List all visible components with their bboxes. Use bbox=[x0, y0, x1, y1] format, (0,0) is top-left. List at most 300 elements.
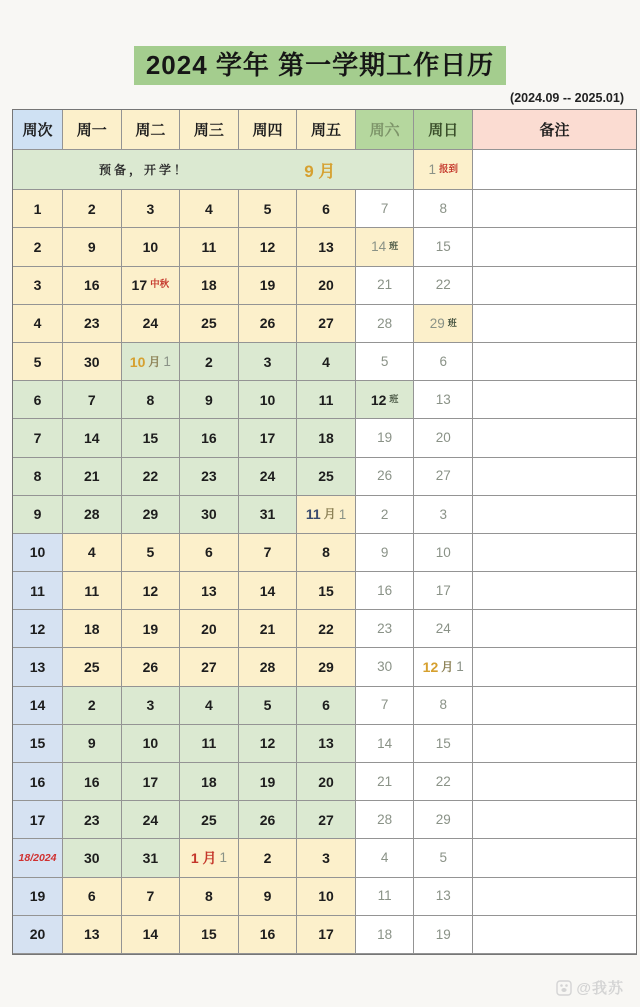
day-cell bbox=[63, 496, 122, 534]
day-text: 23 bbox=[377, 621, 393, 637]
day-cell bbox=[356, 763, 415, 801]
day-text: 3 bbox=[146, 200, 155, 217]
day-text: 15 bbox=[435, 735, 451, 751]
day-text: 27 bbox=[201, 659, 217, 676]
day-cell bbox=[63, 228, 122, 266]
day-cell bbox=[122, 725, 181, 763]
day-text: 班 bbox=[389, 394, 399, 405]
day-text: 7 bbox=[146, 888, 155, 905]
note-cell bbox=[473, 763, 636, 801]
day-text: 17 bbox=[142, 773, 159, 790]
day-cell bbox=[122, 190, 181, 228]
day-cell bbox=[414, 267, 473, 305]
day-text: 4 bbox=[205, 200, 213, 217]
day-cell bbox=[414, 381, 473, 419]
day-text: 14 bbox=[83, 429, 100, 446]
day-text: 8 bbox=[322, 544, 330, 561]
day-text: 7 bbox=[380, 697, 389, 713]
day-cell bbox=[180, 190, 239, 228]
day-cell bbox=[180, 878, 239, 916]
month-label-september: 9 月 bbox=[304, 162, 336, 182]
report-day-cell bbox=[414, 150, 473, 190]
day-text: 7 bbox=[263, 544, 272, 561]
day-text: 2 bbox=[205, 353, 213, 370]
week-number-cell bbox=[13, 801, 63, 839]
day-cell bbox=[297, 534, 356, 572]
day-cell bbox=[356, 343, 415, 381]
day-text: 30 bbox=[83, 849, 100, 866]
note-cell bbox=[473, 648, 636, 686]
day-text: 26 bbox=[259, 315, 276, 332]
day-text: 13 bbox=[83, 926, 100, 943]
day-text: 2 bbox=[87, 200, 96, 217]
day-cell bbox=[414, 190, 473, 228]
day-cell bbox=[63, 572, 122, 610]
day-text: 12 bbox=[259, 238, 276, 255]
day-cell bbox=[239, 610, 298, 648]
day-text: 19 bbox=[435, 926, 451, 942]
day-text: 1 bbox=[456, 659, 464, 675]
day-text: 8 bbox=[439, 697, 447, 713]
day-text: 28 bbox=[83, 506, 100, 523]
day-cell bbox=[297, 648, 356, 686]
day-text: 25 bbox=[318, 468, 334, 485]
header-sunday: 周日 bbox=[414, 110, 473, 150]
day-cell bbox=[239, 458, 298, 496]
day-cell bbox=[356, 228, 415, 266]
week-number: 15 bbox=[29, 735, 46, 752]
day-text: 12 bbox=[142, 582, 159, 599]
day-cell bbox=[356, 839, 415, 877]
day-text: 12 bbox=[259, 735, 276, 752]
note-cell bbox=[473, 572, 636, 610]
week-row bbox=[13, 763, 636, 801]
day-cell bbox=[414, 610, 473, 648]
day-cell bbox=[356, 190, 415, 228]
day-text: 3 bbox=[263, 353, 272, 370]
day-text: 30 bbox=[83, 353, 100, 370]
note-cell bbox=[473, 496, 636, 534]
day-text: 20 bbox=[318, 773, 334, 790]
day-text: 10 bbox=[129, 353, 146, 370]
week-number-cell bbox=[13, 190, 63, 228]
week-number-cell bbox=[13, 496, 63, 534]
note-cell bbox=[473, 305, 636, 343]
day-text: 5 bbox=[263, 697, 272, 714]
page-title: 2024 学年 第一学期工作日历 bbox=[134, 46, 506, 85]
day-text: 14 bbox=[259, 582, 276, 599]
week-row bbox=[13, 458, 636, 496]
week-number: 9 bbox=[33, 506, 42, 523]
calendar-table bbox=[12, 109, 637, 955]
day-cell bbox=[414, 343, 473, 381]
day-text: 16 bbox=[83, 277, 100, 294]
day-cell bbox=[297, 610, 356, 648]
day-cell bbox=[297, 343, 356, 381]
day-text: 3 bbox=[439, 506, 447, 522]
day-text: 31 bbox=[259, 506, 276, 523]
day-cell bbox=[239, 305, 298, 343]
week-number-cell bbox=[13, 916, 63, 954]
week-row bbox=[13, 419, 636, 457]
day-cell bbox=[414, 763, 473, 801]
day-text: 30 bbox=[201, 506, 217, 523]
day-cell bbox=[414, 648, 473, 686]
day-text: 6 bbox=[322, 200, 330, 217]
day-cell bbox=[414, 496, 473, 534]
week-number: 2 bbox=[33, 238, 42, 255]
day-cell bbox=[356, 878, 415, 916]
day-text: 23 bbox=[83, 315, 100, 332]
note-cell bbox=[473, 190, 636, 228]
week-number: 7 bbox=[33, 429, 42, 446]
day-cell bbox=[414, 878, 473, 916]
day-cell bbox=[356, 381, 415, 419]
week-row bbox=[13, 916, 636, 954]
day-text: 19 bbox=[142, 620, 159, 637]
day-cell bbox=[356, 458, 415, 496]
day-text: 18 bbox=[201, 277, 217, 294]
day-text: 2 bbox=[380, 506, 389, 522]
day-text: 10 bbox=[435, 544, 451, 560]
paw-logo-icon bbox=[556, 980, 572, 996]
week-number-cell bbox=[13, 305, 63, 343]
day-cell bbox=[297, 381, 356, 419]
day-cell bbox=[297, 190, 356, 228]
note-cell bbox=[473, 687, 636, 725]
day-cell bbox=[356, 496, 415, 534]
day-text: 14 bbox=[142, 926, 159, 943]
day-cell bbox=[414, 572, 473, 610]
day-cell bbox=[414, 725, 473, 763]
day-cell bbox=[122, 648, 181, 686]
day-text: 20 bbox=[201, 620, 217, 637]
day-cell bbox=[239, 878, 298, 916]
week-number-cell bbox=[13, 381, 63, 419]
day-text: 3 bbox=[146, 697, 155, 714]
week-number: 3 bbox=[33, 277, 42, 294]
day-text: 月 bbox=[148, 354, 161, 369]
day-text: 21 bbox=[259, 620, 276, 637]
day-cell bbox=[239, 267, 298, 305]
day-cell bbox=[180, 305, 239, 343]
watermark-text: @我苏 bbox=[576, 980, 624, 997]
day-text: 1 月 bbox=[190, 849, 217, 866]
week-number-cell bbox=[13, 267, 63, 305]
day-cell bbox=[414, 458, 473, 496]
week-number-cell bbox=[13, 228, 63, 266]
day-cell bbox=[356, 305, 415, 343]
day-cell bbox=[239, 419, 298, 457]
day-text: 9 bbox=[205, 391, 213, 408]
day-cell bbox=[63, 381, 122, 419]
day-cell bbox=[297, 267, 356, 305]
prep-row bbox=[13, 150, 636, 190]
day-cell bbox=[297, 572, 356, 610]
day-cell bbox=[180, 343, 239, 381]
week-row bbox=[13, 305, 636, 343]
day-text: 14 bbox=[371, 239, 387, 255]
day-text: 10 bbox=[259, 391, 276, 408]
day-text: 13 bbox=[318, 238, 334, 255]
day-cell bbox=[180, 228, 239, 266]
day-cell bbox=[297, 763, 356, 801]
day-cell bbox=[356, 267, 415, 305]
week-number: 4 bbox=[33, 315, 42, 332]
day-cell bbox=[180, 763, 239, 801]
day-cell bbox=[122, 228, 181, 266]
week-row bbox=[13, 801, 636, 839]
day-text: 25 bbox=[83, 659, 100, 676]
day-text: 22 bbox=[435, 277, 451, 293]
day-text: 5 bbox=[380, 353, 389, 369]
day-text: 14 bbox=[377, 735, 393, 751]
week-number-cell bbox=[13, 610, 63, 648]
day-text: 20 bbox=[435, 430, 451, 446]
day-text: 10 bbox=[142, 735, 159, 752]
day-cell bbox=[180, 839, 239, 877]
day-text: 23 bbox=[83, 811, 100, 828]
day-cell bbox=[414, 687, 473, 725]
day-cell bbox=[180, 687, 239, 725]
report-day-number: 1 bbox=[428, 161, 436, 177]
day-text: 10 bbox=[142, 238, 159, 255]
day-cell bbox=[122, 419, 181, 457]
day-text: 11 bbox=[201, 238, 217, 255]
week-number: 11 bbox=[30, 582, 45, 599]
day-text: 1 bbox=[219, 850, 228, 866]
day-text: 1 bbox=[163, 353, 171, 369]
day-cell bbox=[414, 534, 473, 572]
note-cell bbox=[473, 878, 636, 916]
day-text: 7 bbox=[380, 201, 389, 217]
day-cell bbox=[122, 572, 181, 610]
day-cell bbox=[180, 419, 239, 457]
day-text: 17 bbox=[318, 926, 334, 943]
day-text: 22 bbox=[435, 773, 451, 789]
day-text: 18 bbox=[83, 620, 100, 637]
day-cell bbox=[297, 496, 356, 534]
note-cell bbox=[473, 267, 636, 305]
day-text: 21 bbox=[83, 468, 100, 485]
day-text: 5 bbox=[439, 850, 447, 866]
week-number: 6 bbox=[33, 391, 42, 408]
week-number: 1 bbox=[33, 200, 42, 217]
day-text: 8 bbox=[205, 888, 213, 905]
day-text: 6 bbox=[205, 544, 213, 561]
day-text: 17 bbox=[435, 582, 451, 598]
week-number-cell bbox=[13, 687, 63, 725]
day-cell bbox=[297, 228, 356, 266]
day-cell bbox=[180, 801, 239, 839]
day-cell bbox=[122, 839, 181, 877]
note-cell bbox=[473, 839, 636, 877]
week-row bbox=[13, 572, 636, 610]
day-text: 8 bbox=[146, 391, 155, 408]
date-range: (2024.09 -- 2025.01) bbox=[510, 91, 624, 106]
note-cell bbox=[473, 419, 636, 457]
week-number-cell bbox=[13, 878, 63, 916]
week-number: 16 bbox=[29, 773, 46, 790]
week-number: 17 bbox=[29, 811, 46, 828]
day-text: 16 bbox=[201, 429, 217, 446]
day-cell bbox=[122, 381, 181, 419]
day-cell bbox=[239, 687, 298, 725]
day-cell bbox=[239, 381, 298, 419]
day-cell bbox=[63, 534, 122, 572]
day-text: 27 bbox=[318, 315, 334, 332]
day-cell bbox=[239, 343, 298, 381]
day-text: 10 bbox=[318, 888, 334, 905]
day-cell bbox=[63, 648, 122, 686]
day-cell bbox=[122, 763, 181, 801]
day-text: 17 bbox=[131, 277, 148, 294]
day-text: 9 bbox=[263, 888, 272, 905]
day-cell bbox=[356, 801, 415, 839]
day-cell bbox=[239, 190, 298, 228]
day-text: 9 bbox=[380, 544, 389, 560]
note-cell bbox=[473, 725, 636, 763]
day-cell bbox=[180, 534, 239, 572]
day-text: 2 bbox=[87, 697, 96, 714]
day-text: 7 bbox=[87, 391, 96, 408]
day-cell bbox=[63, 878, 122, 916]
week-number: 5 bbox=[33, 353, 42, 370]
day-cell bbox=[239, 496, 298, 534]
day-cell bbox=[180, 916, 239, 954]
week-number-cell bbox=[13, 572, 63, 610]
week-row bbox=[13, 534, 636, 572]
day-cell bbox=[239, 534, 298, 572]
day-text: 22 bbox=[142, 468, 159, 485]
day-text: 29 bbox=[435, 812, 451, 828]
header-week-number: 周次 bbox=[13, 110, 63, 150]
day-text: 班 bbox=[447, 317, 457, 328]
day-text: 26 bbox=[259, 811, 276, 828]
day-text: 29 bbox=[142, 506, 159, 523]
day-text: 13 bbox=[318, 735, 334, 752]
day-text: 15 bbox=[201, 926, 217, 943]
day-cell bbox=[356, 916, 415, 954]
day-text: 3 bbox=[322, 849, 330, 866]
day-text: 26 bbox=[142, 659, 159, 676]
day-text: 11 bbox=[305, 506, 321, 523]
week-number-cell bbox=[13, 839, 63, 877]
day-text: 15 bbox=[142, 429, 159, 446]
header-row bbox=[13, 110, 636, 150]
day-cell bbox=[297, 687, 356, 725]
note-cell bbox=[473, 381, 636, 419]
day-cell bbox=[356, 687, 415, 725]
day-cell bbox=[180, 267, 239, 305]
day-text: 11 bbox=[201, 735, 217, 752]
week-row bbox=[13, 381, 636, 419]
week-row bbox=[13, 496, 636, 534]
day-text: 25 bbox=[201, 315, 217, 332]
day-cell bbox=[63, 916, 122, 954]
day-text: 13 bbox=[201, 582, 217, 599]
week-number-cell bbox=[13, 534, 63, 572]
day-cell bbox=[63, 763, 122, 801]
day-cell bbox=[356, 419, 415, 457]
week-row bbox=[13, 343, 636, 381]
day-cell bbox=[414, 228, 473, 266]
note-cell bbox=[473, 458, 636, 496]
day-cell bbox=[297, 725, 356, 763]
day-cell bbox=[122, 687, 181, 725]
prep-handwriting: 预备，开学！ bbox=[99, 163, 190, 178]
day-text: 11 bbox=[84, 582, 100, 599]
day-text: 18 bbox=[318, 429, 334, 446]
header-tuesday: 周二 bbox=[122, 110, 181, 150]
day-text: 1 bbox=[338, 506, 347, 522]
day-cell bbox=[63, 839, 122, 877]
day-cell bbox=[414, 801, 473, 839]
week-number-cell bbox=[13, 458, 63, 496]
week-number: 20 bbox=[29, 926, 46, 943]
day-text: 24 bbox=[435, 621, 451, 637]
day-text: 6 bbox=[439, 353, 447, 369]
week-number: 10 bbox=[29, 544, 46, 561]
day-cell bbox=[63, 725, 122, 763]
day-cell bbox=[297, 878, 356, 916]
day-cell bbox=[63, 687, 122, 725]
day-cell bbox=[63, 305, 122, 343]
day-text: 6 bbox=[322, 697, 330, 714]
week-row bbox=[13, 687, 636, 725]
day-text: 2 bbox=[263, 849, 272, 866]
day-text: 22 bbox=[318, 620, 334, 637]
day-cell bbox=[239, 648, 298, 686]
day-text: 13 bbox=[435, 888, 451, 904]
note-cell bbox=[473, 150, 636, 190]
week-number: 13 bbox=[29, 659, 46, 676]
day-text: 18 bbox=[201, 773, 217, 790]
week-row bbox=[13, 878, 636, 916]
day-cell bbox=[297, 458, 356, 496]
day-text: 28 bbox=[377, 315, 393, 331]
september-banner-cell bbox=[13, 150, 414, 190]
day-cell bbox=[122, 267, 181, 305]
day-text: 4 bbox=[380, 850, 389, 866]
header-notes: 备注 bbox=[473, 110, 636, 150]
day-text: 23 bbox=[201, 468, 217, 485]
day-text: 9 bbox=[87, 735, 96, 752]
day-cell bbox=[414, 839, 473, 877]
day-text: 16 bbox=[259, 926, 276, 943]
day-text: 5 bbox=[146, 544, 155, 561]
day-cell bbox=[63, 267, 122, 305]
day-cell bbox=[297, 916, 356, 954]
day-text: 29 bbox=[429, 315, 445, 331]
day-cell bbox=[239, 572, 298, 610]
day-cell bbox=[180, 496, 239, 534]
day-text: 15 bbox=[435, 239, 451, 255]
day-text: 12 bbox=[422, 659, 439, 676]
day-text: 4 bbox=[87, 544, 96, 561]
day-cell bbox=[122, 878, 181, 916]
day-cell bbox=[180, 381, 239, 419]
day-text: 月 bbox=[323, 507, 336, 522]
day-cell bbox=[239, 725, 298, 763]
day-text: 18 bbox=[377, 926, 393, 942]
day-cell bbox=[414, 305, 473, 343]
week-row bbox=[13, 267, 636, 305]
day-cell bbox=[297, 305, 356, 343]
day-text: 17 bbox=[259, 429, 276, 446]
day-text: 9 bbox=[87, 238, 96, 255]
day-cell bbox=[239, 228, 298, 266]
